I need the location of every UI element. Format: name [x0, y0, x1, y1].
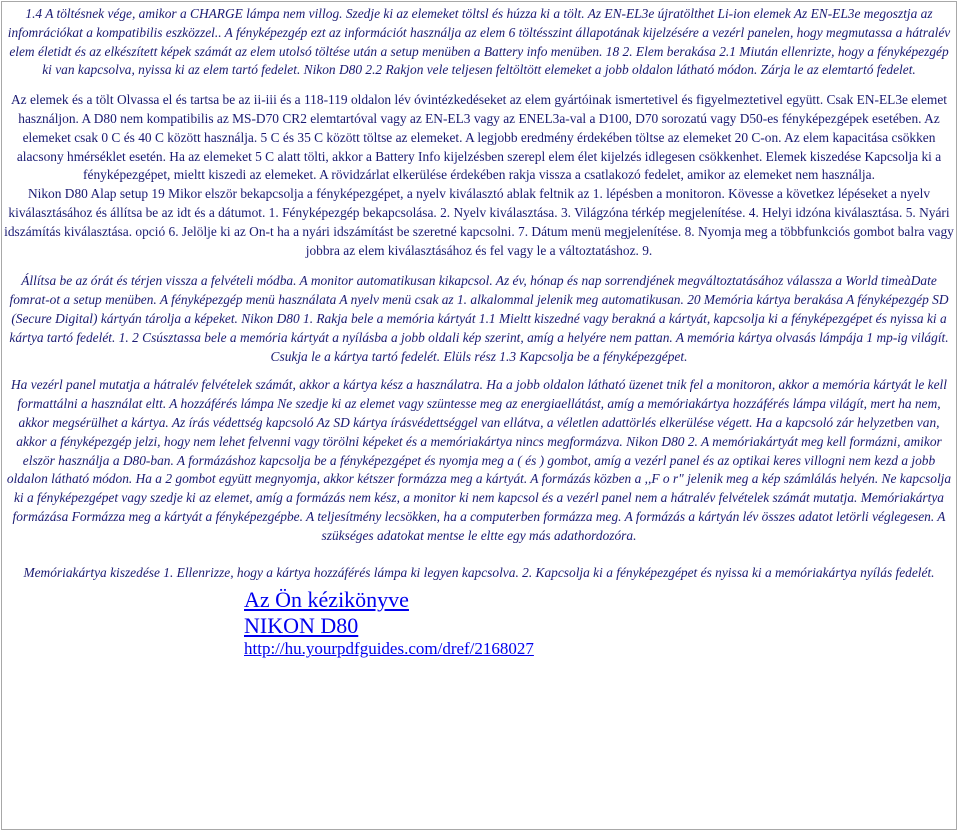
paragraph-battery-precautions: Az elemek és a tölt Olvassa el és tartsa be az ii-iii és a 118-119 oldalon lév óvintézkedéseket az elem gyártóinak ismertetivel és figyelmeztetivel együtt. Csak EN-EL3e elemet használjon. A D80 nem kompatibilis az MS-D70 CR2 elemtartóval vagy az EN-EL3 vagy az ENEL3a-val a D100, D70 sorozatú vagy D50-es fényképezgépek esetében. Az elemeket csak 0 C és 40 C között használja. 5 C és 35 C között töltse az elemeket. A legjobb eredmény érdekében töltse az elemeket 20 C-on. Az elem kapacitása csökken alacsony hmérséklet esetén. Ha az elemeket 5 C alatt tölti, akkor a Battery Info kijelzésben szerepl elem élet kijelzés idlegesen csökkenhet. Elemek kiszedése Kapcsolja ki a fényképezgépet, mieltt kiszedi az elemeket. A rövidzárlat elkerülése érdekében rakja vissza a csatlakozó fedelet, amikor az elemeket nem használja. — [10, 92, 947, 183]
document-page — [1, 1, 957, 830]
manual-footer — [244, 587, 956, 660]
paragraph-memory-card-insert: Állítsa be az órát és térjen vissza a felvételi módba. A monitor automatikusan kikapcsol. Az év, hónap és nap sorrendjének megváltoztatásához válassza a World timeàDate fomrat-ot a setup menüben. A fényképezgép menü használata A nyelv menü csak az 1. alkalommal jelenik meg automatikusan. 20 Memória kártya berakása A fényképezgép SD (Secure Digital) kártyán tárolja a képeket. Nikon D80 1. Rakja bele a memória kártyát 1.1 Mieltt kiszedné vagy berakná a kártyát, kapcsolja ki a fényképezgépet és nyissa ki a kártya tartó fedelét. 1. 2 Csúsztassa bele a memória kártyát a nyílásba a jobb oldali kép szerint, amíg a helyére nem pattan. A memória kártya olvasás lámpája 1 mp-ig világít. Csukja le a kártya tartó fedelét. Elüls rész 1.3 Kapcsolja be a fényképezgépet. — [9, 273, 949, 364]
manual-model-link[interactable]: NIKON D80 — [244, 612, 359, 638]
manual-title-link[interactable]: Az Ön kézikönyve — [244, 587, 409, 613]
paragraph-memory-card-remove: Memóriakártya kiszedése 1. Ellenrizze, hogy a kártya hozzáférés lámpa ki legyen kapcsolva. 2. Kapcsolja ki a fényképezgépet és nyissa ki a memóriakártya nyílás fedelét. — [23, 564, 935, 580]
paragraph-memory-card-format: Ha vezérl panel mutatja a hátralév felvételek számát, akkor a kártya kész a használatra. Ha a jobb oldalon látható üzenet tnik fel a monitoron, akkor a memória kártyát le kell formattálni a használat eltt. A hozzáférés lámpa Ne szedje ki az elemet vagy szüntesse meg az energiaellátást, amíg a memóriakártya hozzáférés lámpa világít, mert ha nem, akkor megsérülhet a kártya. Az írás védettség kapcsoló Az SD kártya írásvédettséggel van ellátva, a véletlen adattörlés elkerülése végett. Ha a kapcsoló zár helyzetben van, akkor a fényképezgép jelzi, hogy nem lehet felvenni vagy törölni képeket és a memóriakártya nincs megformázva. Nikon D80 2. A memóriakártyát meg kell formázni, amikor elször használja a D80-ban. A formázáshoz kapcsolja be a fényképezgépet és nyomja meg a ( és ) gombot, amíg a vezérl panel és az optikai keres villogni nem kezd a jobb oldalon látható módon. Ha a 2 gombot együtt megnyomja, akkor kétszer formázza meg a kártyát. A formázás közben a ,,F o r" jelenik meg a kép számlálás helyén. Ne kapcsolja ki a fényképezgépet vagy szedje ki az elemet, amíg a formázás nem kész, a monitor ki nem kapcsol és a vezérl panel nem a hátralév felvételek számát mutatja. Memóriakártya formázása Formázza meg a kártyát a fényképezgépbe. A teljesítmény lecsökken, ha a computerben formázza meg. A formázás a kártyán lév összes adatot letörli véglegesen. A szükséges adatokat mentse le eltte egy más adathordozóra. — [6, 377, 952, 543]
paragraph-basic-setup: Nikon D80 Alap setup 19 Mikor elször bekapcsolja a fényképezgépet, a nyelv kiválasztó ablak feltnik az 1. lépésben a monitoron. Kövesse a következ lépéseket a nyelv kiválasztásához és állítsa be az idt és a dátumot. 1. Fényképezgép bekapcsolása. 2. Nyelv kiválasztása. 3. Világzóna térkép megjelenítése. 4. Helyi idzóna kiválasztása. 5. Nyári idszámítás kiválasztása. opció 6. Jelölje ki az On-t ha a nyári idszámítást be szeretné kapcsolni. 7. Dátum menü megjelenítése. 8. Nyomja meg a többfunkciós gombot balra vagy jobbra az elem kiválasztásához és fel vagy le a változtatáshoz. 9. — [4, 186, 954, 258]
manual-url-link[interactable]: http://hu.yourpdfguides.com/dref/2168027 — [244, 639, 534, 659]
paragraph-battery-charging: 1.4 A töltésnek vége, amikor a CHARGE lámpa nem villog. Szedje ki az elemeket töltsl és húzza ki a tölt. Az EN-EL3e újratölthet Li-ion elemek Az EN-EL3e megosztja az infomrációkat a kompatibilis eszközzel.. A fényképezgép ezt az információt használja az elem 6 töltésszint állapotának kijelzésére a vezérl panelen, hogy megmutassa a hátralév elem életidt és az elkészített képek számát az elem utolsó töltése után a setup menüben a Battery info menüben. 18 2. Elem berakása 2.1 Miután ellenrizte, hogy a fényképezgép ki van kapcsolva, nyissa ki az elem tartó fedelet. Nikon D80 2.2 Rakjon vele teljesen feltöltött elemeket a jobb oldalon látható módon. Zárja le az elemtartó fedelet. — [7, 6, 951, 78]
